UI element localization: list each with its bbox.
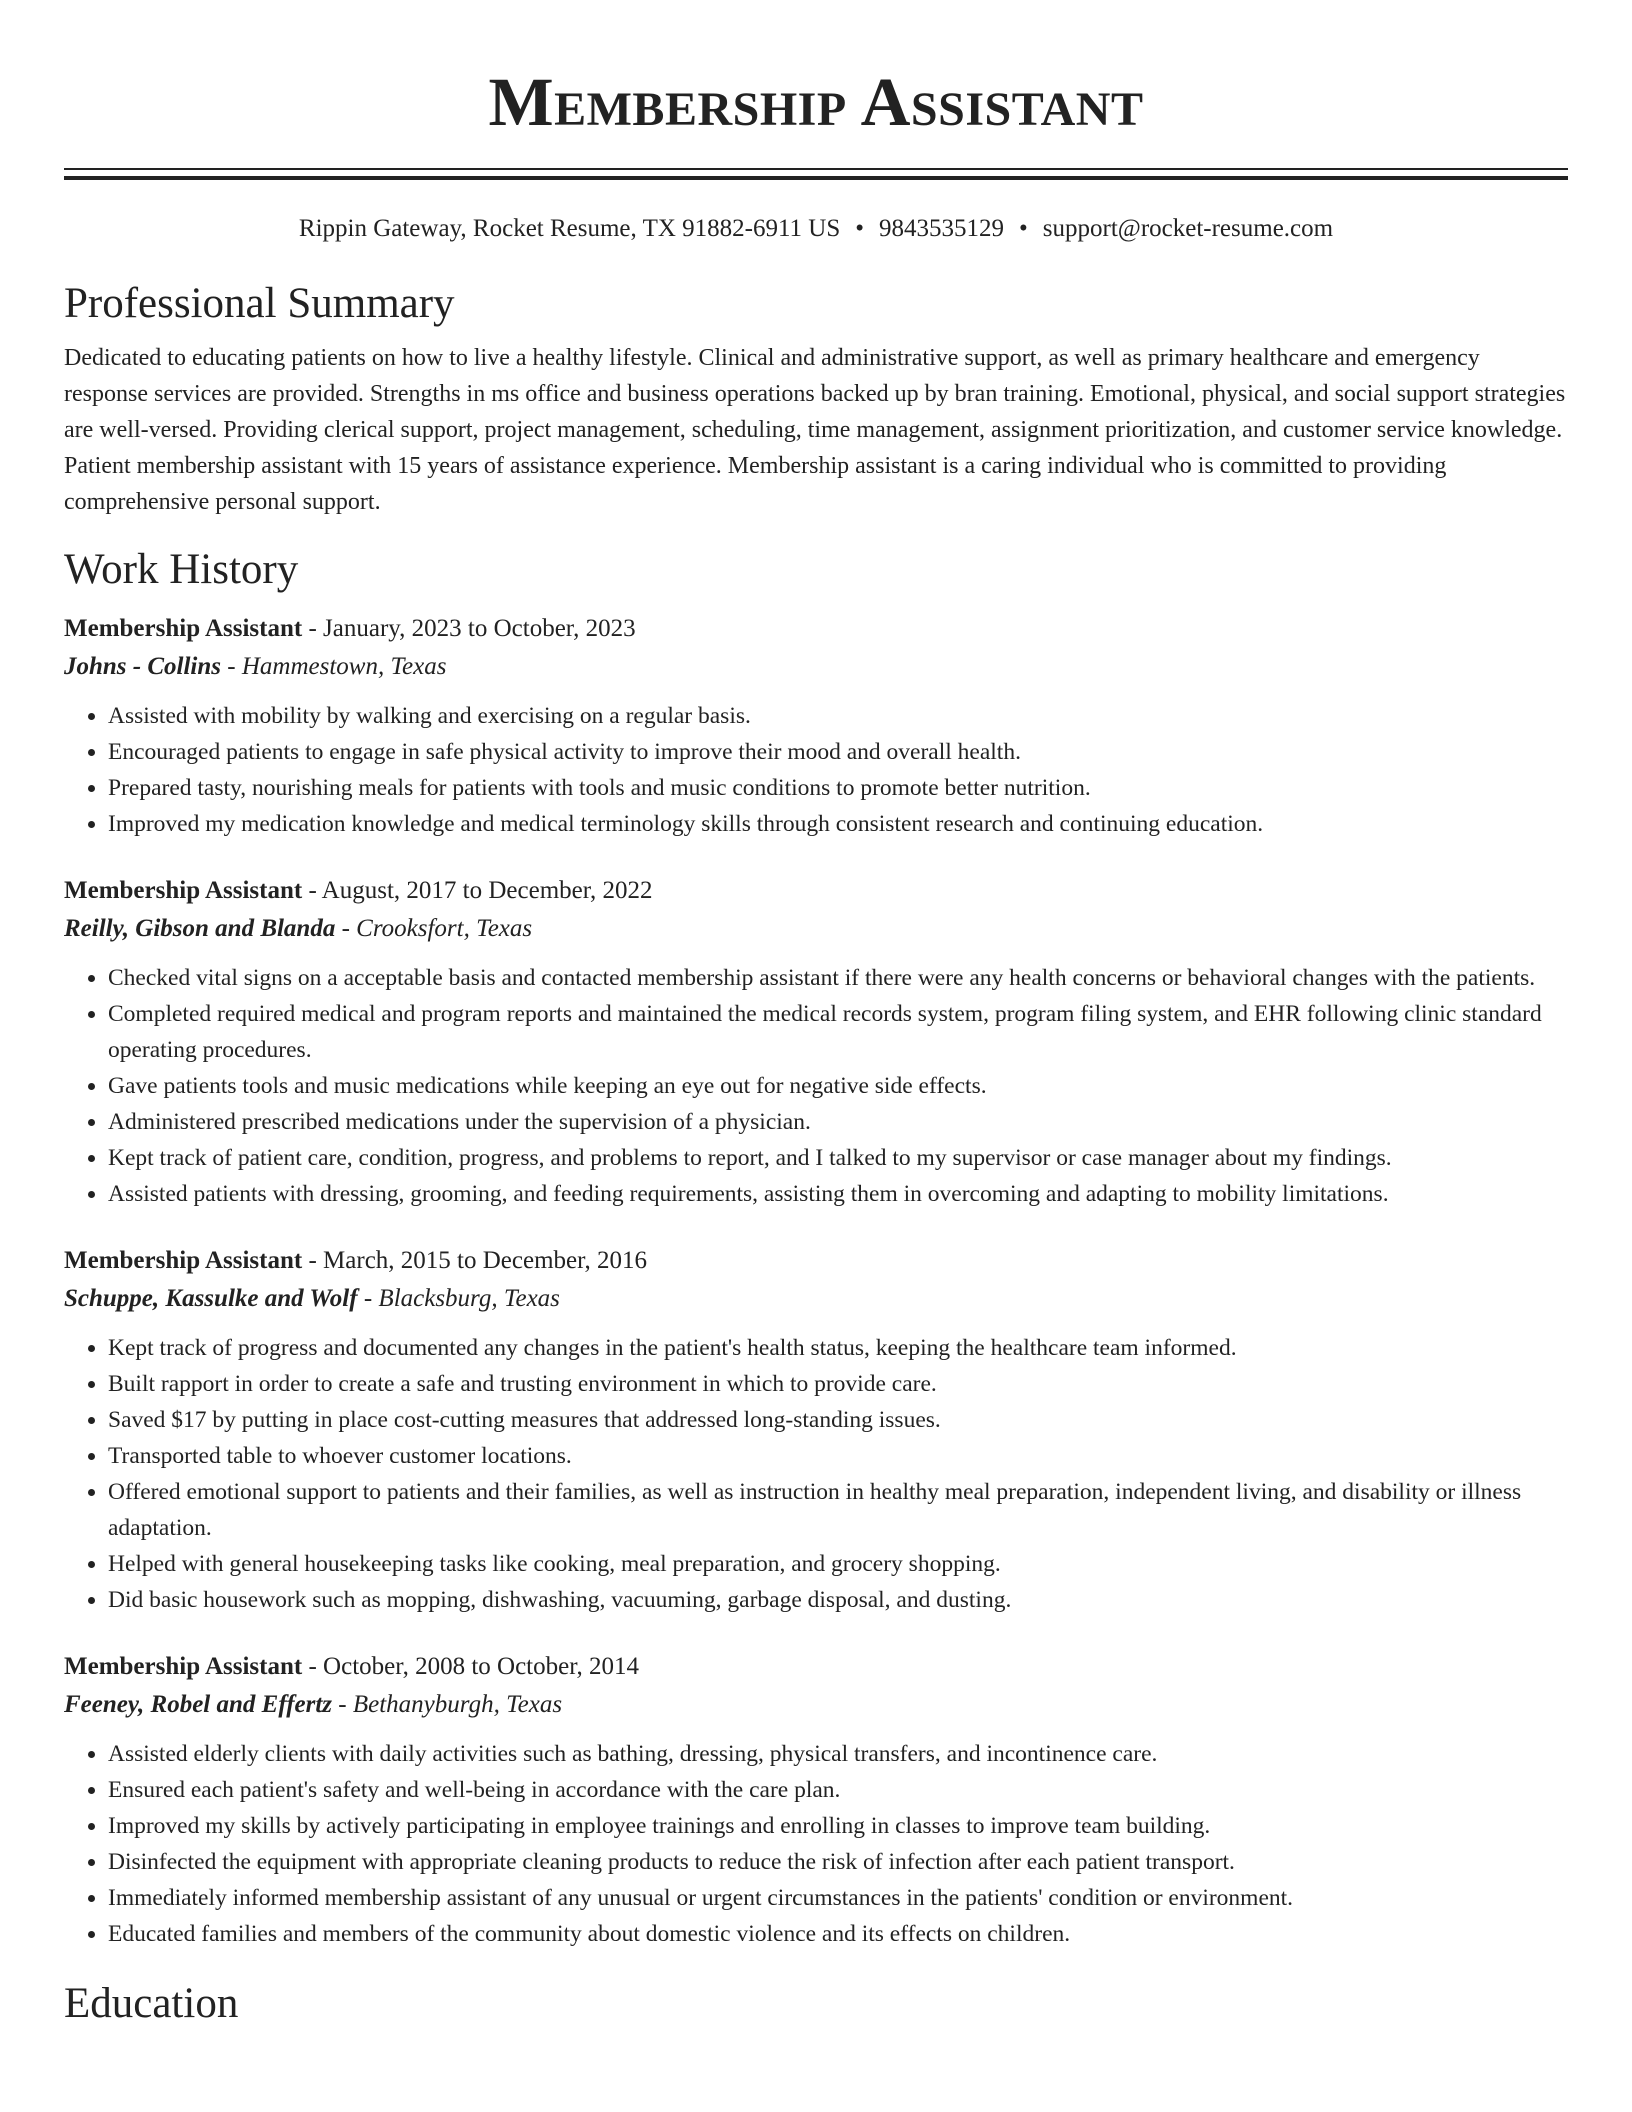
- company-name: Reilly, Gibson and Blanda: [64, 915, 336, 942]
- contact-email: support@rocket-resume.com: [1042, 215, 1334, 242]
- company-location: Hammestown, Texas: [241, 653, 447, 680]
- resume-page: [64, 0, 1568, 2030]
- bullet-item: • Did basic housework such as mopping, dishwashing, vacuuming, garbage disposal, and dusting.: [108, 1582, 1568, 1618]
- job-role: Membership Assistant: [64, 877, 303, 904]
- company-line: [64, 1280, 1568, 1318]
- job-bullets: [64, 960, 1568, 1212]
- dash: -: [302, 877, 322, 904]
- dash: -: [302, 615, 324, 642]
- dash: -: [357, 1285, 379, 1312]
- dash: -: [302, 1247, 324, 1274]
- bullet-item: • Immediately informed membership assistant of any unusual or urgent circumstances in the patients' condition or environment.: [108, 1880, 1568, 1916]
- contact-phone: 9843535129: [879, 215, 1005, 242]
- bullet-item: • Helped with general housekeeping tasks like cooking, meal preparation, and grocery shopping.: [108, 1546, 1568, 1582]
- bullet-item: • Transported table to whoever customer locations.: [108, 1438, 1568, 1474]
- bullet-item: • Improved my skills by actively participating in employee trainings and enrolling in classes to improve team building.: [108, 1808, 1568, 1844]
- bullet-item: • Improved my medication knowledge and medical terminology skills through consistent research and continuing education.: [108, 806, 1568, 842]
- job-list: [64, 610, 1568, 1952]
- company-line: [64, 648, 1568, 686]
- dash: -: [221, 653, 242, 680]
- job-dates: October, 2008 to October, 2014: [323, 1653, 640, 1680]
- bullet-item: • Disinfected the equipment with appropriate cleaning products to reduce the risk of infection after each patient transport.: [108, 1844, 1568, 1880]
- job-bullets: [64, 1330, 1568, 1618]
- dash: -: [302, 1653, 324, 1680]
- dash: -: [335, 915, 357, 942]
- section-title-education: Education: [64, 1980, 239, 2027]
- contact-line: [64, 212, 1568, 246]
- bullet-item: • Offered emotional support to patients and their families, as well as instruction in healthy meal preparation, independent living, and disability or illness adaptation.: [108, 1474, 1568, 1546]
- bullet-item: • Assisted with mobility by walking and exercising on a regular basis.: [108, 698, 1568, 734]
- job-title-line: [64, 610, 1568, 648]
- job-title-line: [64, 1648, 1568, 1686]
- bullet-item: • Built rapport in order to create a safe and trusting environment in which to provide care.: [108, 1366, 1568, 1402]
- dash: -: [332, 1691, 353, 1718]
- company-line: [64, 910, 1568, 948]
- bullet-item: • Saved $17 by putting in place cost-cutting measures that addressed long-standing issues.: [108, 1402, 1568, 1438]
- bullet-item: • Kept track of patient care, condition, progress, and problems to report, and I talked to my supervisor or case manager about my findings.: [108, 1140, 1568, 1176]
- summary-text: Dedicated to educating patients on how to live a healthy lifestyle. Clinical and administrative support, as well as primary healthcare and emergency response services are provided. Strengths in ms office and business operations backed up by bran training. Emotional, physical, and social support strategies are well-versed. Providing clerical support, project management, scheduling, time management, assignment prioritization, and customer service knowledge. Patient membership assistant with 15 years of assistance experience. Membership assistant is a caring individual who is committed to providing comprehensive personal support.: [64, 345, 1566, 515]
- company-location: Blacksburg, Texas: [378, 1285, 560, 1312]
- section-title-summary: Professional Summary: [64, 280, 455, 327]
- bullet-item: • Assisted elderly clients with daily activities such as bathing, dressing, physical transfers, and incontinence care.: [108, 1736, 1568, 1772]
- contact-separator: •: [1019, 215, 1028, 242]
- bullet-item: • Checked vital signs on a acceptable basis and contacted membership assistant if there were any health concerns or behavioral changes with the patients.: [108, 960, 1568, 996]
- bullet-item: • Encouraged patients to engage in safe physical activity to improve their mood and overall health.: [108, 734, 1568, 770]
- job-bullets: [64, 698, 1568, 842]
- bullet-item: • Administered prescribed medications under the supervision of a physician.: [108, 1104, 1568, 1140]
- company-line: [64, 1686, 1568, 1724]
- job-dates: August, 2017 to December, 2022: [321, 877, 653, 904]
- bullet-item: • Ensured each patient's safety and well-being in accordance with the care plan.: [108, 1772, 1568, 1808]
- bullet-item: • Completed required medical and program reports and maintained the medical records system, program filing system, and EHR following clinic standard operating procedures.: [108, 996, 1568, 1068]
- bullet-item: • Prepared tasty, nourishing meals for patients with tools and music conditions to promote better nutrition.: [108, 770, 1568, 806]
- job-dates: March, 2015 to December, 2016: [323, 1247, 647, 1274]
- contact-separator: •: [855, 215, 865, 242]
- company-name: Feeney, Robel and Effertz: [64, 1691, 333, 1718]
- job-bullets: [64, 1736, 1568, 1952]
- section-title-work-history: Work History: [64, 546, 299, 593]
- job-entry: [64, 1648, 1568, 1952]
- job-role: Membership Assistant: [64, 1653, 303, 1680]
- candidate-name: Membership Assistant: [488, 64, 1144, 140]
- header-rule-thick: [64, 176, 1568, 180]
- job-dates: January, 2023 to October, 2023: [323, 615, 636, 642]
- bullet-item: • Educated families and members of the community about domestic violence and its effects on children.: [108, 1916, 1568, 1952]
- job-entry: [64, 872, 1568, 1212]
- job-entry: [64, 1242, 1568, 1618]
- company-name: Johns - Collins: [64, 653, 222, 680]
- bullet-item: • Assisted patients with dressing, grooming, and feeding requirements, assisting them in overcoming and adapting to mobility limitations.: [108, 1176, 1568, 1212]
- job-title-line: [64, 872, 1568, 910]
- company-location: Bethanyburgh, Texas: [352, 1691, 563, 1718]
- company-location: Crooksfort, Texas: [356, 915, 533, 942]
- job-role: Membership Assistant: [64, 1247, 303, 1274]
- job-entry: [64, 610, 1568, 842]
- contact-address: Rippin Gateway, Rocket Resume, TX 91882-6911 US: [298, 215, 841, 242]
- company-name: Schuppe, Kassulke and Wolf: [64, 1285, 358, 1312]
- job-title-line: [64, 1242, 1568, 1280]
- header-rule-thin: [64, 168, 1568, 170]
- job-role: Membership Assistant: [64, 615, 303, 642]
- bullet-item: • Kept track of progress and documented any changes in the patient's health status, keeping the healthcare team informed.: [108, 1330, 1568, 1366]
- bullet-item: • Gave patients tools and music medications while keeping an eye out for negative side effects.: [108, 1068, 1568, 1104]
